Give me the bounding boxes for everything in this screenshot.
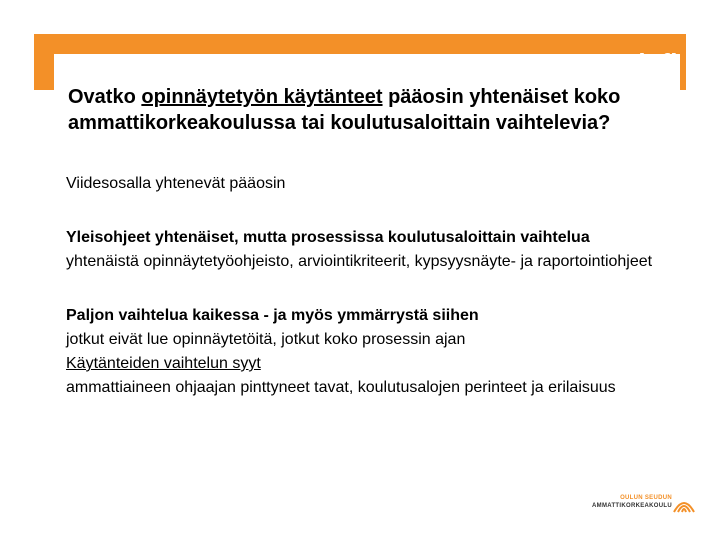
section-2-text: yhtenäistä opinnäytetyöohjeisto, arviointikriteerit, kypsyysnäyte- ja raportointiohjeet	[66, 253, 653, 270]
footer-logo-line1: OULUN SEUDUN	[620, 495, 672, 501]
sun-rays-logo-icon	[672, 492, 696, 514]
section-3-heading: Paljon vaihtelua kaikessa - ja myös ymmärrystä siihen	[66, 307, 479, 324]
oamk-footer-logo	[586, 492, 696, 516]
slide-body	[66, 172, 686, 400]
section-1-text: Viidesosalla yhtenevät pääosin	[66, 175, 286, 192]
section-4-text: ammattiaineen ohjaajan pinttyneet tavat, koulutusalojen perinteet ja erilaisuus	[66, 379, 616, 396]
slide-title	[68, 84, 688, 136]
section-3-text: jotkut eivät lue opinnäytetöitä, jotkut koko prosessin ajan	[66, 331, 466, 348]
footer-logo-line2: AMMATTIKORKEAKOULU	[592, 503, 672, 509]
title-prefix: Ovatko	[68, 86, 142, 108]
section-2-heading: Yleisohjeet yhtenäiset, mutta prosessissa koulutusaloittain vaihtelua	[66, 229, 590, 246]
oamk-logo-text[interactable]: oamk.fi	[583, 48, 678, 78]
section-4-heading: Käytänteiden vaihtelun syyt	[66, 355, 261, 372]
title-suffix: pääosin yhtenäiset koko ammattikorkeakoulussa tai koulutusaloittain vaihtelevia?	[68, 86, 621, 134]
title-underlined: opinnäytetyön käytänteet	[141, 86, 383, 108]
